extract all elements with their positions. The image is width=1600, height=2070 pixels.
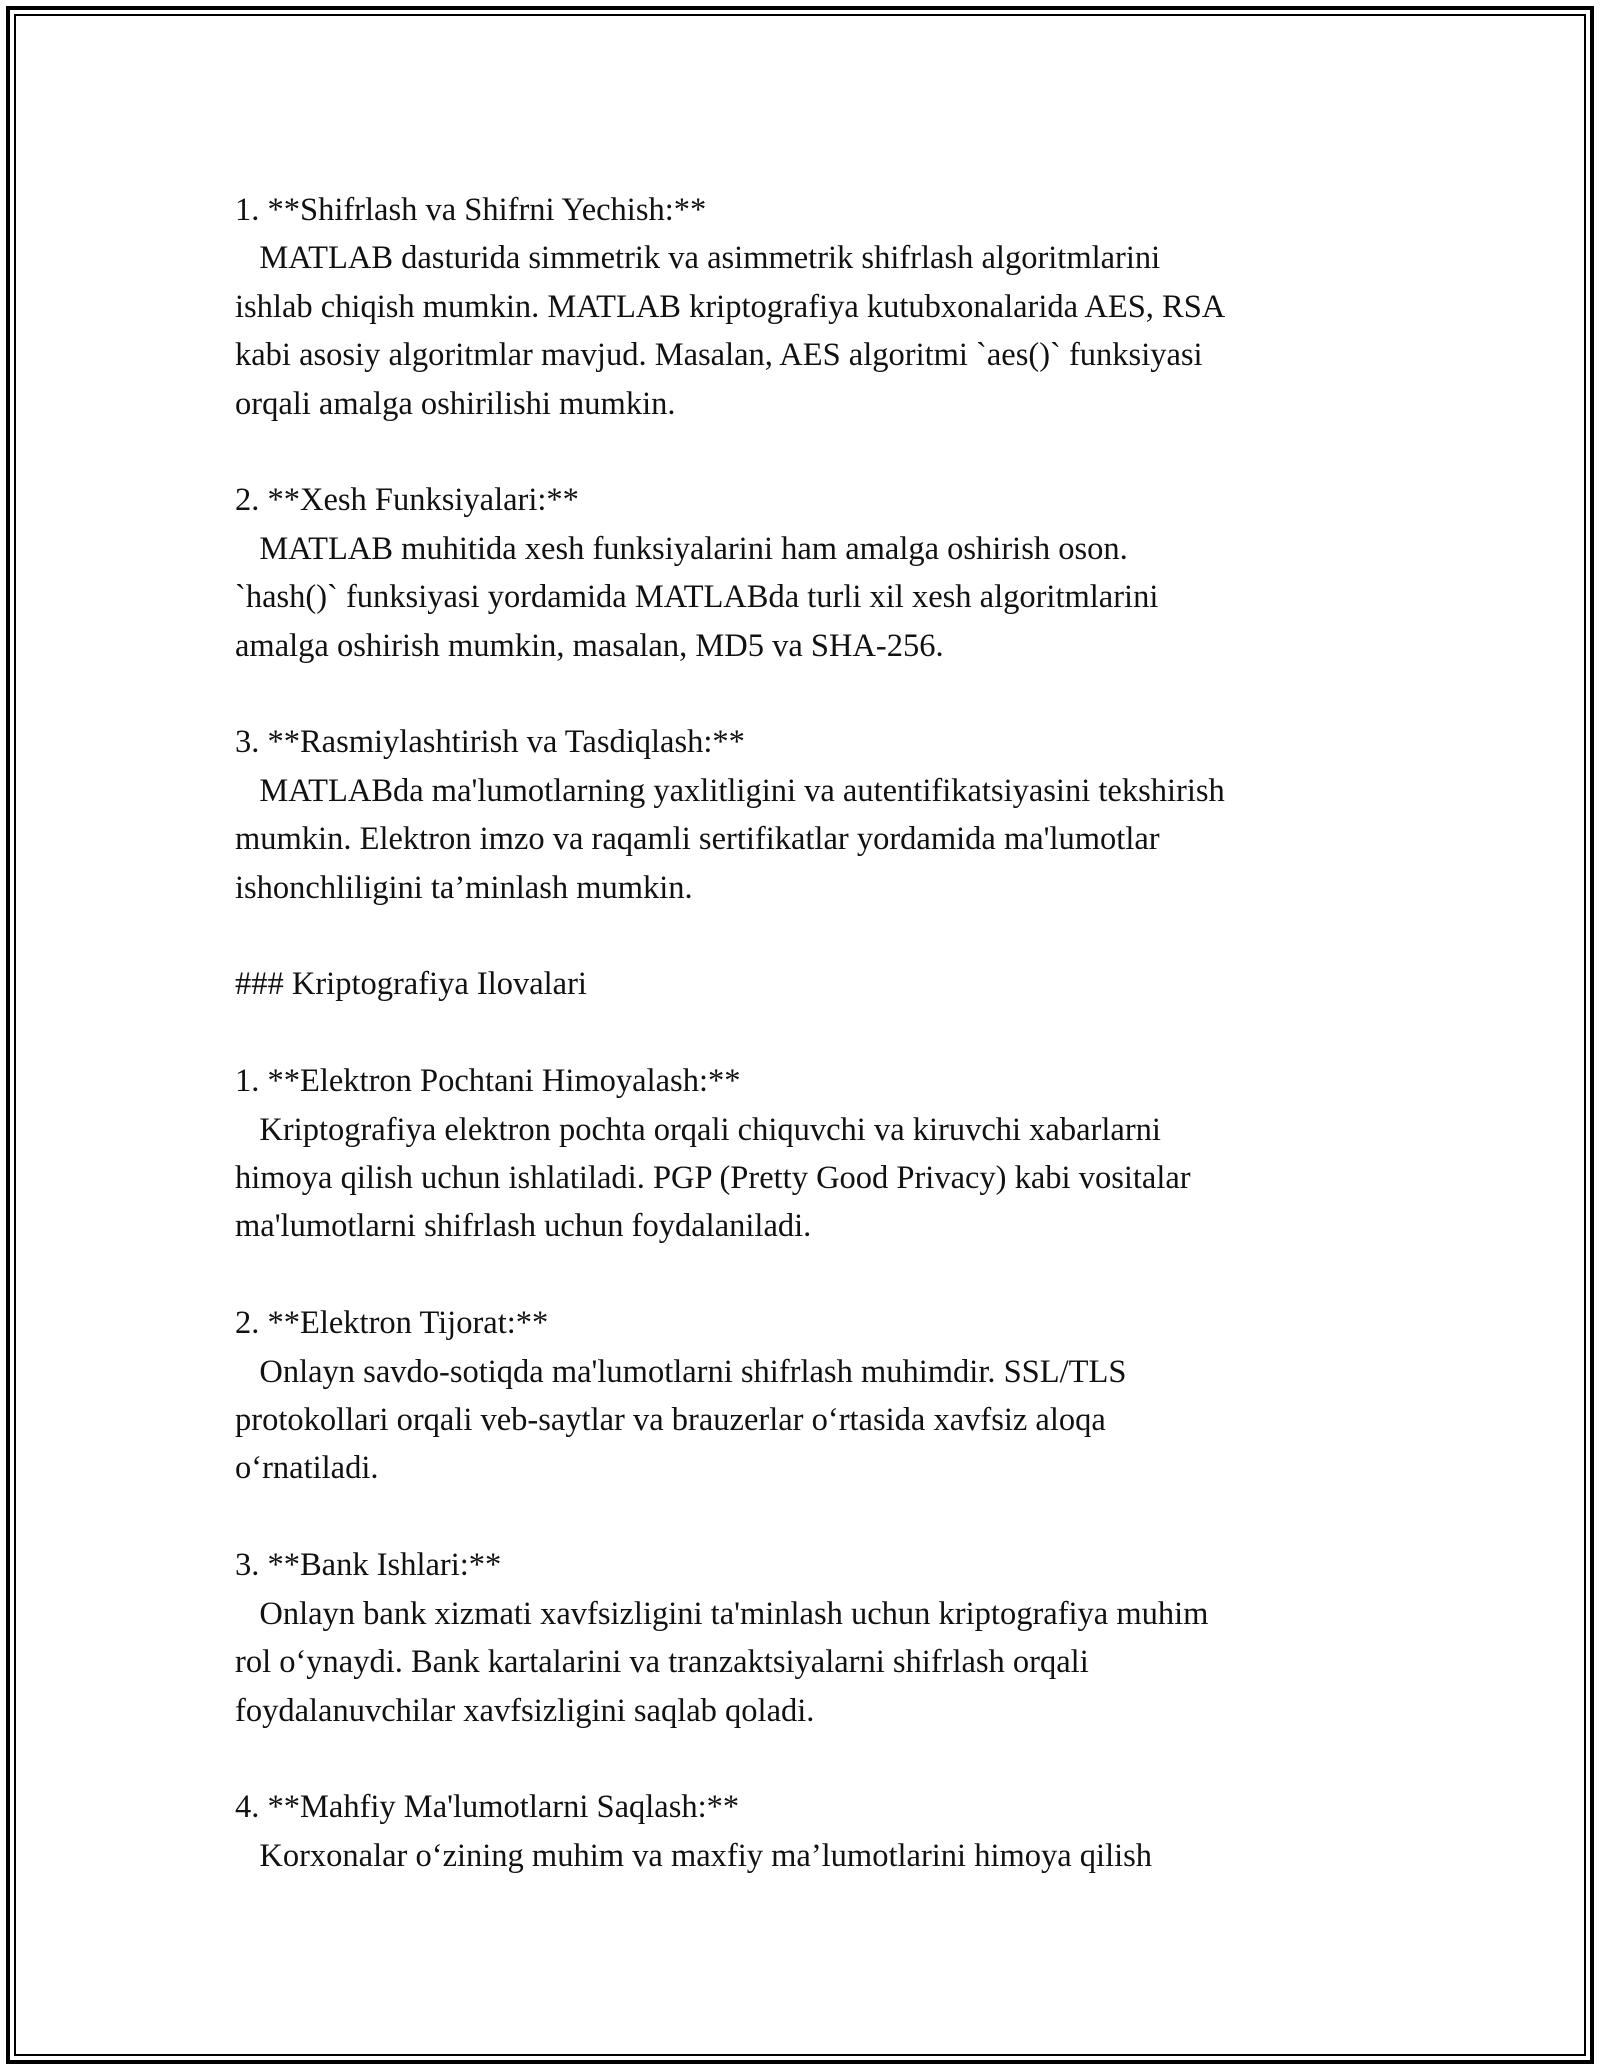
paragraph-gap: [235, 912, 1395, 960]
item-heading: 4. **Mahfiy Ma'lumotlarni Saqlash:**: [235, 1789, 740, 1826]
item-body: Onlayn savdo-sotiqda ma'lumotlarni shifrlash muhimdir. SSL/TLS protokollari orqali veb-saytlar va brauzerlar o‘rtasida xavfsiz aloqa o‘rnatiladi.: [235, 1353, 1127, 1487]
paragraph-gap: [235, 428, 1395, 476]
item-body: MATLAB dasturida simmetrik va asimmetrik shifrlash algoritmlarini ishlab chiqish mumkin. MATLAB kriptografiya kutubxonalarida AES, RSA kabi asosiy algoritmlar mavjud. Masalan, AES algoritmi `aes()` funksiyasi orqali amalga oshirilishi mumkin.: [235, 240, 1226, 422]
item-heading: 3. **Bank Ishlari:**: [235, 1547, 502, 1584]
item-heading: 2. **Elektron Tijorat:**: [235, 1305, 549, 1342]
paragraph-gap: [235, 1251, 1395, 1299]
paragraph-gap: [235, 1735, 1395, 1783]
section-heading: ### Kriptografiya Ilovalari: [235, 966, 587, 1003]
item-body: Korxonalar o‘zining muhim va maxfiy ma’lumotlarini himoya qilish: [235, 1837, 1153, 1874]
item-body: MATLABda ma'lumotlarning yaxlitligini va autentifikatsiyasini tekshirish mumkin. Elektron imzo va raqamli sertifikatlar yordamida ma'lumotlar ishonchliligini ta’minlash mumkin.: [235, 772, 1225, 906]
paragraph-gap: [235, 1493, 1395, 1541]
item-body: Kriptografiya elektron pochta orqali chiquvchi va kiruvchi xabarlarni himoya qilish uchun ishlatiladi. PGP (Pretty Good Privacy) kabi vositalar ma'lumotlarni shifrlash uchun foydalaniladi.: [235, 1111, 1191, 1245]
document-body: [235, 186, 1395, 1880]
item-heading: 2. **Xesh Funksiyalari:**: [235, 482, 579, 519]
paragraph-gap: [235, 1009, 1395, 1057]
item-body: MATLAB muhitida xesh funksiyalarini ham amalga oshirish oson. `hash()` funksiyasi yordamida MATLABda turli xil xesh algoritmlarini amalga oshirish mumkin, masalan, MD5 va SHA-256.: [235, 530, 1159, 664]
item-heading: 3. **Rasmiylashtirish va Tasdiqlash:**: [235, 724, 745, 761]
item-body: Onlayn bank xizmati xavfsizligini ta'minlash uchun kriptografiya muhim rol o‘ynaydi. Bank kartalarini va tranzaktsiyalarni shifrlash orqali foydalanuvchilar xavfsizligini saqlab qoladi.: [235, 1595, 1209, 1729]
item-heading: 1. **Elektron Pochtani Himoyalash:**: [235, 1063, 741, 1100]
paragraph-gap: [235, 670, 1395, 718]
item-heading: 1. **Shifrlash va Shifrni Yechish:**: [235, 192, 707, 228]
